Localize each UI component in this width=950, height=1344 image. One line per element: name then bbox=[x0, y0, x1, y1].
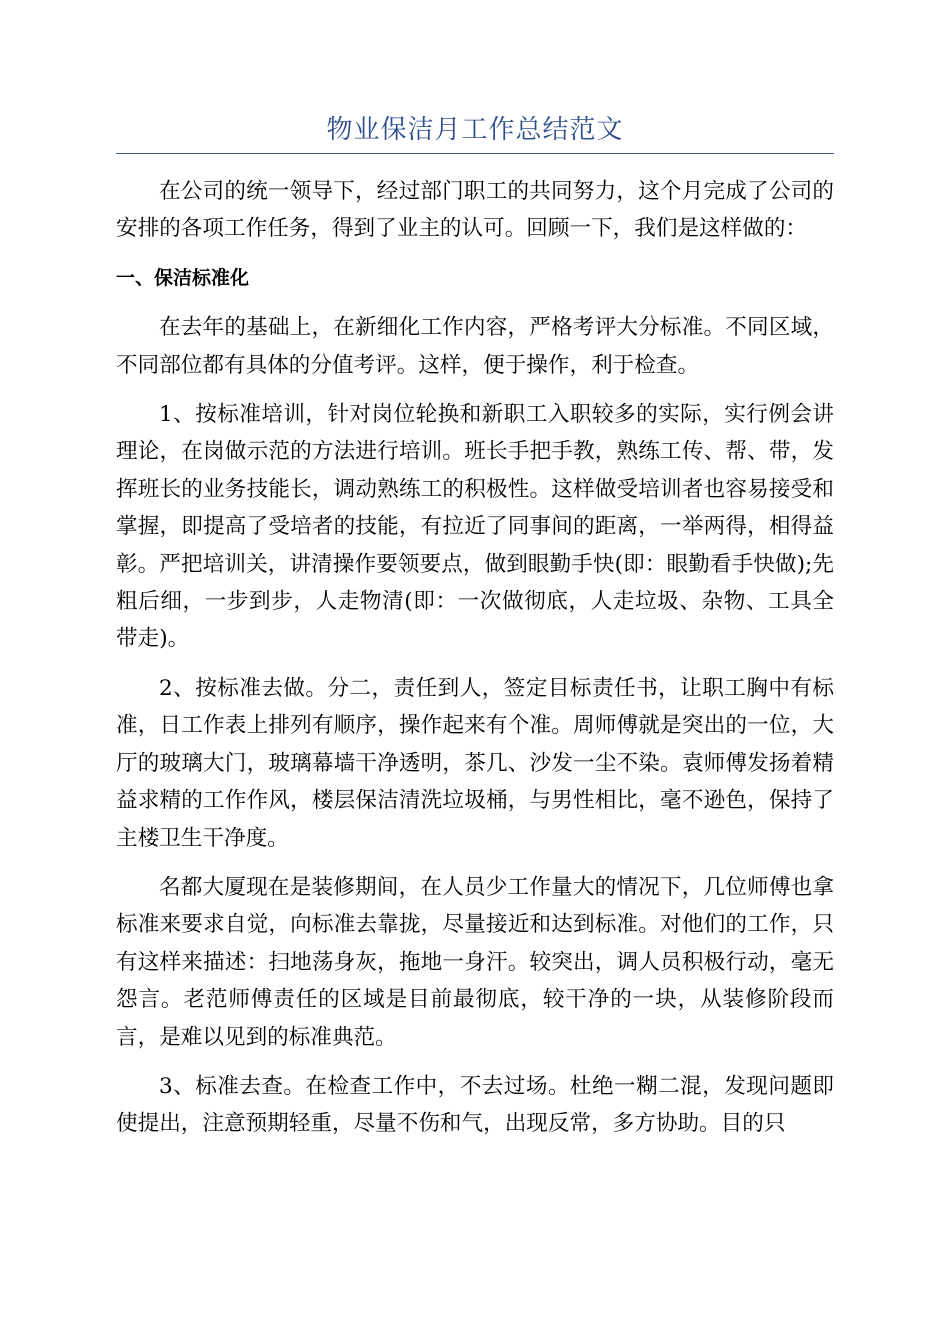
section-paragraph-5: 3、标准去查。在检查工作中，不去过场。杜绝一糊二混，发现问题即使提出，注意预期轻重，尽量不伤和气，出现反常，多方协助。目的只 bbox=[116, 1073, 834, 1137]
title-underline bbox=[116, 153, 834, 154]
section-paragraph-1: 在去年的基础上，在新细化工作内容，严格考评大分标准。不同区域，不同部位都有具体的分值考评。这样，便于操作，利于检查。 bbox=[116, 315, 834, 378]
intro-paragraph: 在公司的统一领导下，经过部门职工的共同努力，这个月完成了公司的安排的各项工作任务，得到了业主的认可。回顾一下，我们是这样做的： bbox=[116, 179, 834, 242]
section-heading: 一、保洁标准化 bbox=[116, 266, 250, 289]
document-title: 物业保洁月工作总结范文 bbox=[326, 115, 624, 145]
document-body bbox=[116, 173, 834, 1155]
section-paragraph-2: 1、按标准培训，针对岗位轮换和新职工入职较多的实际，实行例会讲理论，在岗做示范的方法进行培训。班长手把手教，熟练工传、帮、带，发挥班长的业务技能长，调动熟练工的积极性。这样做受培训者也容易接受和掌握，即提高了受培者的技能，有拉近了同事间的距离，一举两得，相得益彰。严把培训关，讲清操作要领要点，做到眼勤手快(即：眼勤看手快做);先粗后细，一步到步，人走物清(即：一次做彻底，人走垃圾、杂物、工具全带走)。 bbox=[116, 402, 834, 652]
section-paragraph-4: 名都大厦现在是装修期间，在人员少工作量大的情况下，几位师傅也拿标准来要求自觉，向标准去靠拢，尽量接近和达到标准。对他们的工作，只有这样来描述：扫地荡身灰，拖地一身汗。较突出，调人员积极行动，毫无怨言。老范师傅责任的区域是目前最彻底，较干净的一块，从装修阶段而言，是难以见到的标准典范。 bbox=[116, 874, 834, 1050]
section-paragraph-3: 2、按标准去做。分二，责任到人，签定目标责任书，让职工胸中有标准，日工作表上排列有顺序，操作起来有个准。周师傅就是突出的一位，大厅的玻璃大门，玻璃幕墙干净透明，茶几、沙发一尘不染。袁师傅发扬着精益求精的工作作风，楼层保洁清洗垃圾桶，与男性相比，毫不逊色，保持了主楼卫生干净度。 bbox=[116, 675, 834, 851]
